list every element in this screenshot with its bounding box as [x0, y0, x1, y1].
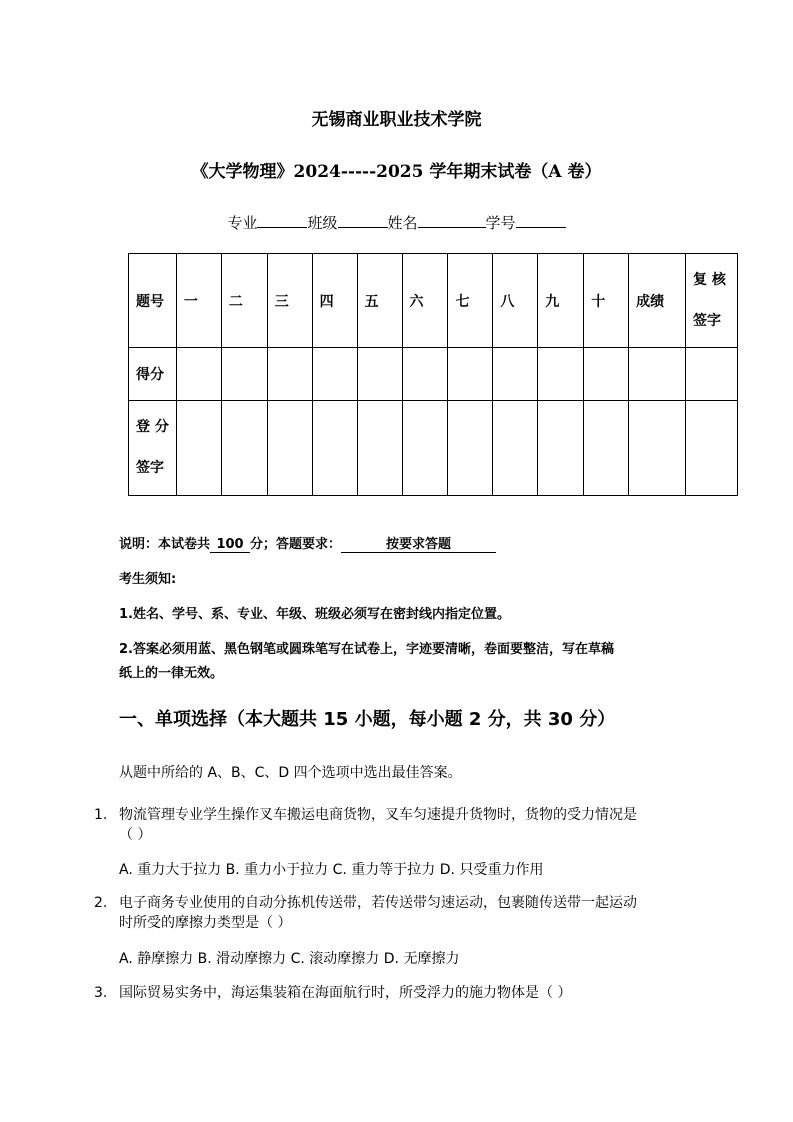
col-header-review: 复 核 签字 [686, 254, 738, 348]
major-blank[interactable] [257, 211, 307, 228]
col-header: 七 [448, 254, 493, 348]
exam-description [119, 533, 496, 553]
col-header: 九 [538, 254, 584, 348]
signer-cell[interactable] [686, 401, 738, 496]
question-number: 1. [94, 807, 108, 823]
question-2-options: A. 静摩擦力 B. 滑动摩擦力 C. 滚动摩擦力 D. 无摩擦力 [119, 951, 460, 967]
notice-rule-1: 1.姓名、学号、系、专业、年级、班级必须写在密封线内指定位置。 [119, 607, 510, 622]
signer-cell[interactable] [176, 401, 221, 496]
signer-cell[interactable] [448, 401, 493, 496]
score-row [129, 348, 738, 401]
signer-cell[interactable] [629, 401, 686, 496]
description-mid: 分；答题要求： [250, 537, 342, 552]
col-header: 三 [267, 254, 312, 348]
score-cell[interactable] [176, 348, 221, 401]
section-title: 一、单项选择（本大题共 15 小题，每小题 2 分，共 30 分） [119, 709, 616, 730]
question-1 [94, 805, 679, 845]
row-label-question-number: 题号 [129, 254, 177, 348]
name-label: 姓名 [387, 214, 418, 232]
question-3 [94, 983, 679, 1003]
score-cell[interactable] [357, 348, 402, 401]
name-blank[interactable] [418, 211, 486, 228]
score-cell[interactable] [629, 348, 686, 401]
question-stem: 国际贸易实务中，海运集装箱在海面航行时，所受浮力的施力物体是（ ） [119, 985, 572, 1001]
score-cell[interactable] [221, 348, 267, 401]
col-header-total: 成绩 [629, 254, 686, 348]
score-cell[interactable] [584, 348, 629, 401]
student-info-line [0, 211, 793, 233]
exam-title: 《大学物理》2024-----2025 学年期末试卷（A 卷） [191, 162, 602, 182]
signer-cell[interactable] [538, 401, 584, 496]
total-score-value: 100 [210, 537, 250, 553]
question-2 [94, 893, 679, 933]
class-label: 班级 [307, 214, 338, 232]
answer-requirement: 按要求答题 [341, 533, 496, 553]
signer-cell[interactable] [312, 401, 357, 496]
row-label-signer: 登 分 签字 [129, 401, 177, 496]
question-1-options: A. 重力大于拉力 B. 重力小于拉力 C. 重力等于拉力 D. 只受重力作用 [119, 862, 544, 878]
score-cell[interactable] [538, 348, 584, 401]
student-id-blank[interactable] [516, 211, 566, 228]
col-header: 二 [221, 254, 267, 348]
signer-cell[interactable] [584, 401, 629, 496]
col-header: 六 [402, 254, 448, 348]
student-id-label: 学号 [485, 214, 516, 232]
notice-rule-2-line-2: 纸上的一律无效。 [119, 666, 224, 681]
score-cell[interactable] [402, 348, 448, 401]
score-cell[interactable] [493, 348, 538, 401]
question-number: 2. [94, 895, 108, 911]
school-name: 无锡商业职业技术学院 [311, 110, 482, 130]
signer-cell[interactable] [221, 401, 267, 496]
signer-cell[interactable] [357, 401, 402, 496]
score-cell[interactable] [448, 348, 493, 401]
major-label: 专业 [227, 214, 258, 232]
notice-rule-2-line-1: 2.答案必须用蓝、黑色钢笔或圆珠笔写在试卷上，字迹要清晰，卷面要整洁，写在草稿 [119, 642, 614, 657]
score-table [128, 253, 738, 496]
signer-cell[interactable] [493, 401, 538, 496]
col-header: 五 [357, 254, 402, 348]
notice-rule-2 [119, 638, 614, 686]
signer-cell[interactable] [267, 401, 312, 496]
signer-cell[interactable] [402, 401, 448, 496]
col-header: 一 [176, 254, 221, 348]
col-header: 八 [493, 254, 538, 348]
row-label-score: 得分 [129, 348, 177, 401]
section-intro: 从题中所给的 A、B、C、D 四个选项中选出最佳答案。 [119, 765, 462, 781]
question-stem: 物流管理专业学生操作叉车搬运电商货物，叉车匀速提升货物时，货物的受力情况是 （ ） [119, 807, 637, 843]
col-header: 十 [584, 254, 629, 348]
score-cell[interactable] [312, 348, 357, 401]
question-number: 3. [94, 985, 108, 1001]
class-blank[interactable] [338, 211, 388, 228]
score-cell[interactable] [686, 348, 738, 401]
description-prefix: 说明：本试卷共 [119, 537, 211, 552]
score-cell[interactable] [267, 348, 312, 401]
notice-heading: 考生须知: [119, 572, 177, 587]
question-stem: 电子商务专业使用的自动分拣机传送带，若传送带匀速运动，包裹随传送带一起运动 时所受的摩擦力类型是（ ） [119, 895, 637, 931]
signer-row [129, 401, 738, 496]
col-header: 四 [312, 254, 357, 348]
question-number-row [129, 254, 738, 348]
